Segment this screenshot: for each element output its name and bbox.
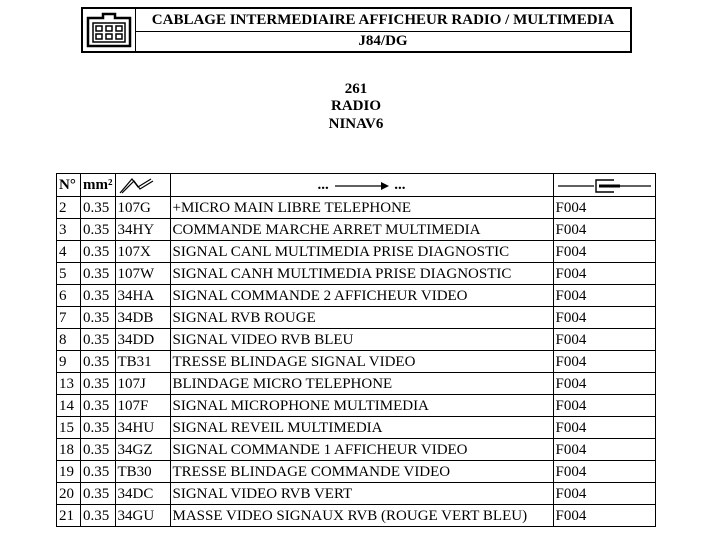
signal-description: COMMANDE MARCHE ARRET MULTIMEDIA	[170, 219, 553, 241]
destination-connector: F004	[553, 373, 655, 395]
table-row	[57, 197, 656, 219]
pin-number: 13	[57, 373, 81, 395]
destination-connector: F004	[553, 483, 655, 505]
table-header-row	[57, 174, 656, 197]
destination-connector: F004	[553, 329, 655, 351]
wire-code: TB30	[115, 461, 170, 483]
wire-section: 0.35	[81, 417, 116, 439]
col-header-section: mm²	[81, 174, 116, 197]
signal-description: TRESSE BLINDAGE COMMANDE VIDEO	[170, 461, 553, 483]
wire-section: 0.35	[81, 373, 116, 395]
destination-connector: F004	[553, 505, 655, 527]
wire-section: 0.35	[81, 439, 116, 461]
table-row	[57, 329, 656, 351]
table-row	[57, 439, 656, 461]
destination-connector: F004	[553, 395, 655, 417]
signal-description: SIGNAL REVEIL MULTIMEDIA	[170, 417, 553, 439]
pinout-table	[56, 173, 656, 527]
signal-description: BLINDAGE MICRO TELEPHONE	[170, 373, 553, 395]
signal-description: SIGNAL VIDEO RVB VERT	[170, 483, 553, 505]
wire-section: 0.35	[81, 241, 116, 263]
wire-code: 34GZ	[115, 439, 170, 461]
pin-number: 9	[57, 351, 81, 373]
document-code: J84/DG	[358, 33, 408, 49]
wire-section: 0.35	[81, 285, 116, 307]
table-row	[57, 483, 656, 505]
wire-code: 107J	[115, 373, 170, 395]
signal-description: SIGNAL COMMANDE 2 AFFICHEUR VIDEO	[170, 285, 553, 307]
pin-number: 3	[57, 219, 81, 241]
wire-code: 34HY	[115, 219, 170, 241]
col-header-number: N°	[57, 174, 81, 197]
pin-number: 2	[57, 197, 81, 219]
signal-description: TRESSE BLINDAGE SIGNAL VIDEO	[170, 351, 553, 373]
pin-number: 7	[57, 307, 81, 329]
wire-section: 0.35	[81, 351, 116, 373]
signal-description: SIGNAL RVB ROUGE	[170, 307, 553, 329]
arrow-right-icon	[333, 181, 391, 191]
table-row	[57, 307, 656, 329]
table-row	[57, 505, 656, 527]
component-name: RADIO	[330, 98, 381, 114]
table-row	[57, 417, 656, 439]
wire-icon	[118, 175, 168, 195]
component-number: 261	[344, 81, 368, 97]
pin-number: 19	[57, 461, 81, 483]
destination-connector: F004	[553, 197, 655, 219]
component-variant: NINAV6	[328, 116, 384, 132]
wire-code: 34DC	[115, 483, 170, 505]
document-title: CABLAGE INTERMEDIAIRE AFFICHEUR RADIO / MULTIMEDIA	[136, 9, 630, 32]
table-row	[57, 461, 656, 483]
signal-description: SIGNAL CANH MULTIMEDIA PRISE DIAGNOSTIC	[170, 263, 553, 285]
destination-connector: F004	[553, 219, 655, 241]
pin-number: 5	[57, 263, 81, 285]
signal-description: SIGNAL CANL MULTIMEDIA PRISE DIAGNOSTIC	[170, 241, 553, 263]
wire-section: 0.35	[81, 219, 116, 241]
col-header-direction	[170, 174, 553, 197]
direction-left-label: ...	[317, 177, 329, 193]
destination-connector: F004	[553, 351, 655, 373]
destination-connector: F004	[553, 263, 655, 285]
wire-code: 34GU	[115, 505, 170, 527]
signal-description: SIGNAL COMMANDE 1 AFFICHEUR VIDEO	[170, 439, 553, 461]
wire-section: 0.35	[81, 329, 116, 351]
wire-code: 107G	[115, 197, 170, 219]
table-row	[57, 395, 656, 417]
destination-connector: F004	[553, 307, 655, 329]
wire-section: 0.35	[81, 307, 116, 329]
col-header-wire	[115, 174, 170, 197]
table-row	[57, 285, 656, 307]
destination-connector: F004	[553, 461, 655, 483]
document-header	[81, 7, 632, 53]
destination-connector: F004	[553, 241, 655, 263]
wire-code: 34HU	[115, 417, 170, 439]
table-row	[57, 241, 656, 263]
signal-description: SIGNAL MICROPHONE MULTIMEDIA	[170, 395, 553, 417]
connector-plug-icon	[556, 175, 653, 195]
wire-code: TB31	[115, 351, 170, 373]
wire-code: 107W	[115, 263, 170, 285]
pin-number: 20	[57, 483, 81, 505]
pin-number: 21	[57, 505, 81, 527]
table-row	[57, 263, 656, 285]
pin-number: 6	[57, 285, 81, 307]
wire-code: 34DD	[115, 329, 170, 351]
pin-number: 15	[57, 417, 81, 439]
destination-connector: F004	[553, 417, 655, 439]
destination-connector: F004	[553, 285, 655, 307]
col-header-connector	[553, 174, 655, 197]
signal-description: +MICRO MAIN LIBRE TELEPHONE	[170, 197, 553, 219]
wire-section: 0.35	[81, 505, 116, 527]
destination-connector: F004	[553, 439, 655, 461]
pin-number: 8	[57, 329, 81, 351]
wire-section: 0.35	[81, 263, 116, 285]
pin-number: 18	[57, 439, 81, 461]
signal-description: SIGNAL VIDEO RVB BLEU	[170, 329, 553, 351]
wire-section: 0.35	[81, 395, 116, 417]
table-row	[57, 373, 656, 395]
wire-code: 107F	[115, 395, 170, 417]
connector-icon	[83, 9, 136, 51]
wire-section: 0.35	[81, 483, 116, 505]
wire-code: 34HA	[115, 285, 170, 307]
table-row	[57, 219, 656, 241]
wire-section: 0.35	[81, 461, 116, 483]
pin-number: 14	[57, 395, 81, 417]
wire-section: 0.35	[81, 197, 116, 219]
pin-number: 4	[57, 241, 81, 263]
table-row	[57, 351, 656, 373]
direction-right-label: ...	[394, 177, 406, 193]
signal-description: MASSE VIDEO SIGNAUX RVB (ROUGE VERT BLEU)	[170, 505, 553, 527]
wire-code: 107X	[115, 241, 170, 263]
wire-code: 34DB	[115, 307, 170, 329]
